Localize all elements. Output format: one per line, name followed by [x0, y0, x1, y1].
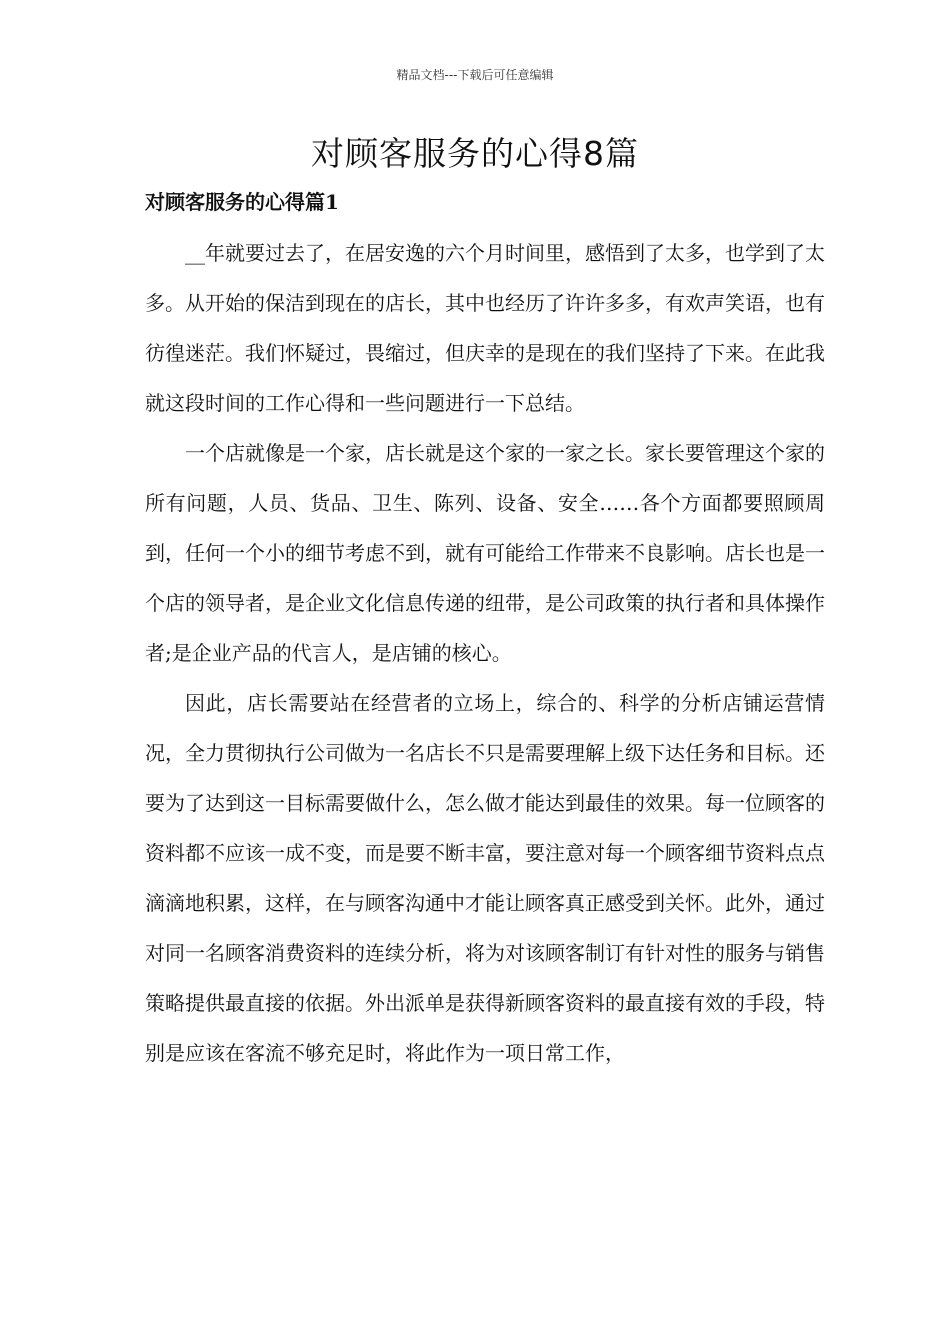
paragraph: 因此，店长需要站在经营者的立场上，综合的、科学的分析店铺运营情况，全力贯彻执行公司做为一名店长不只是需要理解上级下达任务和目标。还要为了达到这一目标需要做什么，怎么做才能达到最佳的效果。每一位顾客的资料都不应该一成不变，而是要不断丰富，要注意对每一个顾客细节资料点点滴滴地积累，这样，在与顾客沟通中才能让顾客真正感受到关怀。此外，通过对同一名顾客消费资料的连续分析，将为对该顾客制订有针对性的服务与销售策略提供最直接的依据。外出派单是获得新顾客资料的最直接有效的手段，特别是应该在客流不够充足时，将此作为一项日常工作，: [145, 691, 825, 1065]
paragraph: __年就要过去了，在居安逸的六个月时间里，感悟到了太多，也学到了太多。从开始的保洁到现在的店长，其中也经历了许许多多，有欢声笑语，也有彷徨迷茫。我们怀疑过，畏缩过，但庆幸的是现在的我们坚持了下来。在此我就这段时间的工作心得和一些问题进行一下总结。: [145, 241, 825, 415]
section-title: 对顾客服务的心得篇1: [145, 190, 339, 214]
header-note: 精品文档---下载后可任意编辑: [396, 68, 554, 82]
document-title: 对顾客服务的心得8篇: [311, 134, 639, 173]
paragraph: 一个店就像是一个家，店长就是这个家的一家之长。家长要管理这个家的所有问题，人员、货品、卫生、陈列、设备、安全……各个方面都要照顾周到，任何一个小的细节考虑不到，就有可能给工作带来不良影响。店长也是一个店的领导者，是企业文化信息传递的纽带，是公司政策的执行者和具体操作者;是企业产品的代言人，是店铺的核心。: [145, 441, 825, 665]
document-body: [145, 228, 825, 1078]
